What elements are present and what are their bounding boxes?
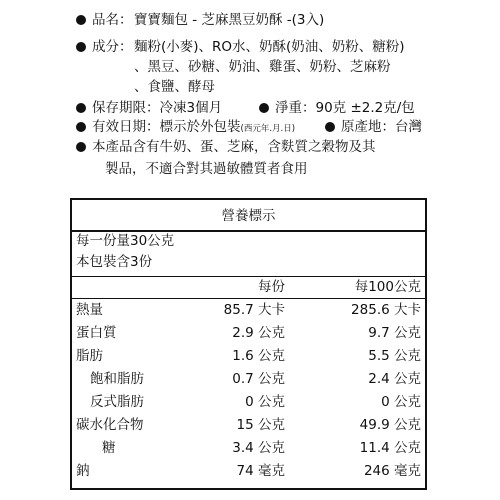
divider xyxy=(72,298,425,299)
servings-per-pack: 本包裝含3份 xyxy=(76,254,153,270)
serving-size: 每一份量30公克 xyxy=(76,233,175,249)
per-serving-protein: 2.9 公克 xyxy=(232,325,285,341)
net-weight: 淨重：90克 ±2.2克/包 xyxy=(275,100,415,116)
expiry-date-text: 有效日期：標示於外包裝 xyxy=(92,119,241,135)
nutrient-name-protein: 蛋白質 xyxy=(76,325,117,341)
per-serving-sugar: 3.4 公克 xyxy=(232,440,285,456)
per-serving-trans-fat: 0 公克 xyxy=(245,394,285,410)
nutrient-name-carbohydrate: 碳水化合物 xyxy=(76,417,144,433)
per-100g-energy: 285.6 大卡 xyxy=(351,302,421,318)
nutrition-title: 營養標示 xyxy=(221,208,276,224)
bullet-icon xyxy=(76,142,86,152)
nutrient-name-fat: 脂肪 xyxy=(76,348,103,364)
per-serving-saturated-fat: 0.7 公克 xyxy=(232,371,285,387)
per-100g-carbohydrate: 49.9 公克 xyxy=(359,417,421,433)
expiry-date-format: (西元年.月.日) xyxy=(240,124,296,134)
per-100g-trans-fat: 0 公克 xyxy=(381,394,421,410)
per-serving-fat: 1.6 公克 xyxy=(232,348,285,364)
per-serving-sodium: 74 毫克 xyxy=(236,463,285,479)
per-100g-sugar: 11.4 公克 xyxy=(359,440,421,456)
nutrient-name-energy: 熱量 xyxy=(76,302,103,318)
bullet-icon xyxy=(76,122,86,132)
bullet-icon xyxy=(76,42,86,52)
nutrient-name-trans-fat: 反式脂肪 xyxy=(90,394,144,410)
ingredients-line-3: 、食鹽、酵母 xyxy=(134,79,215,95)
product-name: 寶寶麵包 - 芝麻黑豆奶酥 -(3入) xyxy=(134,12,325,28)
nutrition-table xyxy=(70,198,427,490)
nutrient-name-saturated-fat: 飽和脂肪 xyxy=(90,371,144,387)
bullet-icon xyxy=(76,103,86,113)
ingredients-label: 成分： xyxy=(92,39,133,55)
per-100g-protein: 9.7 公克 xyxy=(368,325,421,341)
bullet-icon xyxy=(325,122,335,132)
per-serving-energy: 85.7 大卡 xyxy=(223,302,285,318)
per-serving-carbohydrate: 15 公克 xyxy=(236,417,285,433)
nutrient-name-sugar: 糖 xyxy=(102,440,116,456)
per-100g-saturated-fat: 2.4 公克 xyxy=(368,371,421,387)
col-header-per-serving: 每份 xyxy=(258,279,285,295)
allergen-line-1: 本產品含有牛奶、蛋、芝麻，含麩質之穀物及其 xyxy=(92,139,376,155)
product-name-label: 品名： xyxy=(92,12,133,28)
origin: 原產地：台灣 xyxy=(341,119,422,135)
nutrient-name-sodium: 鈉 xyxy=(76,463,90,479)
bullet-icon xyxy=(259,103,269,113)
ingredients-line-1: 麵粉(小麥)、RO水、奶酥(奶油、奶粉、糖粉) xyxy=(134,39,405,55)
expiry-date xyxy=(92,118,295,138)
bullet-icon xyxy=(76,15,86,25)
allergen-line-2: 製品，不適合對其過敏體質者食用 xyxy=(105,161,308,177)
storage-period: 保存期限：冷凍3個月 xyxy=(92,100,223,116)
divider xyxy=(72,276,425,277)
col-header-per-100g: 每100公克 xyxy=(354,279,421,295)
ingredients-line-2: 、黑豆、砂糖、奶油、雞蛋、奶粉、芝麻粉 xyxy=(134,59,391,75)
per-100g-sodium: 246 毫克 xyxy=(363,463,421,479)
per-100g-fat: 5.5 公克 xyxy=(368,348,421,364)
